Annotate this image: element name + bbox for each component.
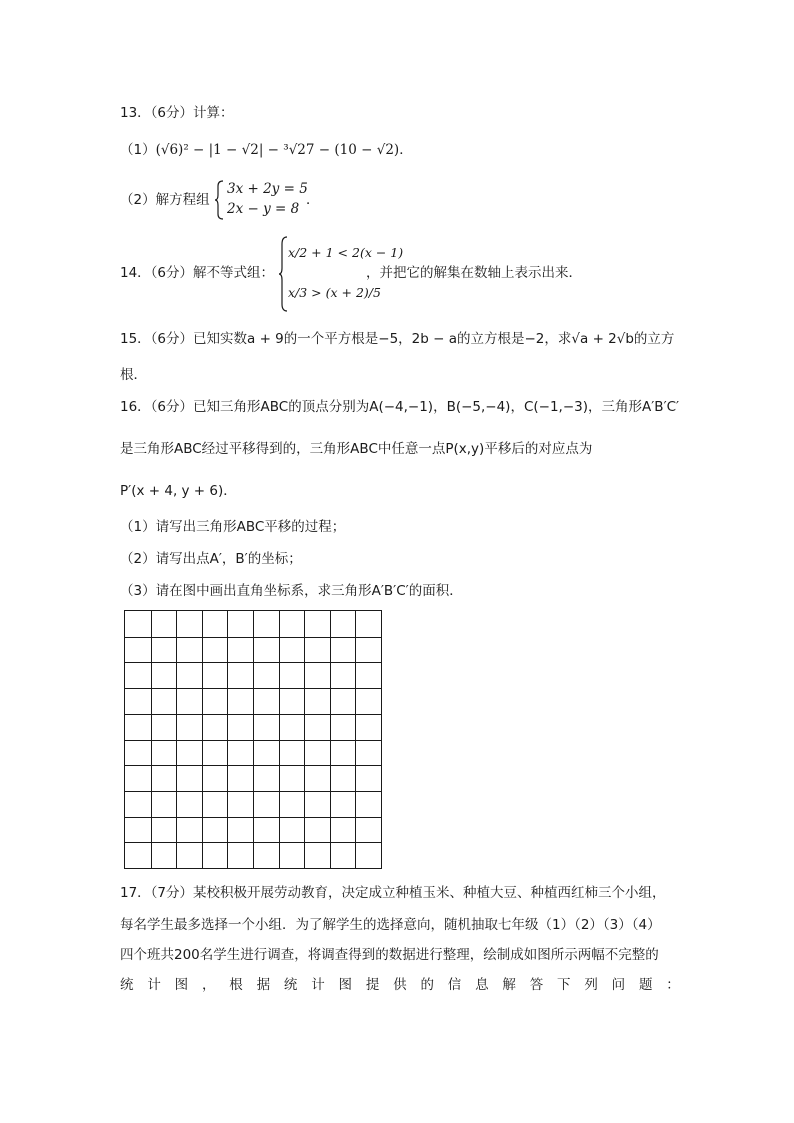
q13-part1-expr: (√6)² − |1 − √2| − ³√27 − (10 − √2)	[155, 142, 400, 158]
q14-header: 14．（6分）解不等式组：	[120, 265, 275, 281]
q13-eq1: 3x + 2y = 5	[227, 181, 308, 197]
grid-horizontal-line	[125, 791, 381, 792]
q17-line4-char: 统	[283, 977, 298, 993]
q13-eq2: 2x − y = 8	[227, 201, 300, 217]
q14-inequality-2: x/3 > (x + 2)/5	[288, 285, 381, 300]
grid-horizontal-line	[125, 637, 381, 638]
q17-line4-char: 图	[174, 977, 189, 993]
q16-sub2: （2）请写出点A′，B′的坐标；	[120, 551, 302, 567]
q17-line4-char: 题	[638, 977, 653, 993]
q13-part1-label: （1）	[120, 142, 156, 158]
q16-line1: 16．（6分）已知三角形ABC的顶点分别为A(−4,−1)，B(−5,−4)，C(−1,−3)，三角形A′B′C′	[120, 399, 680, 415]
q17-line4-char: 计	[311, 977, 325, 993]
q17-line4-char: 答	[529, 977, 544, 993]
grid-horizontal-line	[125, 714, 381, 715]
q17-line1: 17．（7分）某校积极开展劳动教育，决定成立种植玉米、种植大豆、种植西红柿三个小组，	[120, 885, 666, 901]
q17-line4-char: 计	[147, 977, 161, 993]
q17-line4-char: 列	[584, 977, 598, 993]
q17-line4-char: 图	[338, 977, 352, 993]
q17-line4-char: 根	[229, 977, 243, 993]
q17-line4-char: 息	[475, 977, 489, 993]
q13-header: 13．（6分）计算：	[120, 105, 234, 121]
q17-line4-char: 据	[256, 977, 271, 993]
q15-line2: 根．	[120, 367, 147, 383]
q17-line4-char: 信	[447, 977, 462, 993]
q17-line4-char: ，	[201, 977, 216, 993]
q17-line2: 每名学生最多选择一个小组．为了解学生的选择意向，随机抽取七年级（1）（2）（3）（4）	[120, 917, 661, 933]
q17-line4	[120, 976, 680, 994]
q17-line4-char: ：	[666, 977, 680, 993]
grid-horizontal-line	[125, 662, 381, 663]
q17-line4-char: 提	[365, 977, 380, 993]
q17-line4-char: 解	[502, 977, 516, 993]
grid-horizontal-line	[125, 688, 381, 689]
q16-sub3: （3）请在图中画出直角坐标系，求三角形A′B′C′的面积．	[120, 583, 463, 599]
q16-line2: 是三角形ABC经过平移得到的，三角形ABC中任意一点P(x,y)平移后的对应点为	[120, 441, 593, 457]
grid-horizontal-line	[125, 765, 381, 766]
q15-line1: 15．（6分）已知实数a + 9的一个平方根是−5，2b − a的立方根是−2，求√a + 2√b的立方	[120, 331, 675, 347]
q14-inequality-1: x/2 + 1 < 2(x − 1)	[288, 245, 404, 260]
grid-horizontal-line	[125, 740, 381, 741]
q14-tail: ，并把它的解集在数轴上表示出来．	[366, 265, 582, 281]
q17-line4-char: 供	[393, 977, 407, 993]
q17-line4-char: 下	[557, 977, 571, 993]
coordinate-grid	[124, 610, 382, 869]
grid-horizontal-line	[125, 817, 381, 818]
q17-line3: 四个班共200名学生进行调查，将调查得到的数据进行整理，绘制成如图所示两幅不完整的	[120, 947, 659, 963]
q13-part2-label: （2）解方程组	[120, 192, 210, 208]
q13-system-brace-icon	[215, 180, 225, 220]
q17-line4-char: 统	[120, 977, 134, 993]
grid-horizontal-line	[125, 842, 381, 843]
q16-sub1: （1）请写出三角形ABC平移的过程；	[120, 519, 346, 535]
q16-line3: P′(x + 4, y + 6)．	[120, 483, 237, 499]
q17-line4-char: 的	[420, 977, 434, 993]
q13-part1: （1）(√6)² − |1 − √2| − ³√27 − (10 − √2)．	[120, 142, 413, 158]
q17-line4-char: 问	[611, 977, 626, 993]
